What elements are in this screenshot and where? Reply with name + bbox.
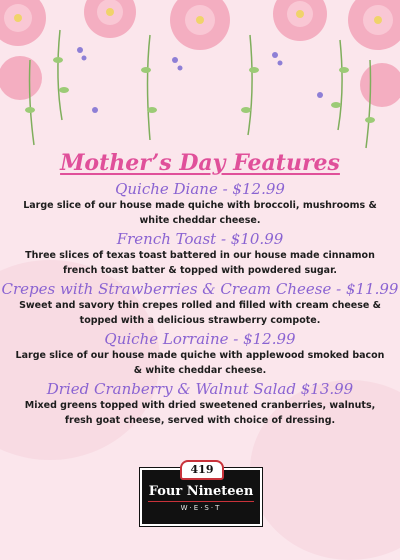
menu-item-description: Large slice of our house made quiche with applewood smoked bacon & white cheddar cheese.	[15, 350, 385, 376]
logo-name: Four Nineteen	[148, 484, 254, 499]
menu-item-name: Dried Cranberry & Walnut Salad $13.99	[46, 380, 354, 398]
menu-item-description: Three slices of texas toast battered in our house made cinnamon french toast batter & topped with powdered sugar.	[25, 250, 375, 276]
menu-item	[0, 330, 400, 378]
menu-item-name: Quiche Lorraine - $12.99	[104, 330, 296, 348]
menu-item-name: French Toast - $10.99	[116, 230, 284, 248]
menu-item-description: Sweet and savory thin crepes rolled and filled with cream cheese & topped with a delicious strawberry compote.	[19, 300, 381, 326]
page-title: Mother’s Day Features	[60, 150, 340, 176]
logo-badge: 419	[180, 460, 224, 480]
menu-item-description: Large slice of our house made quiche with broccoli, mushrooms & white cheddar cheese.	[23, 200, 377, 226]
menu-item-description: Mixed greens topped with dried sweetened cranberries, walnuts, fresh goat cheese, served with choice of dressing.	[24, 400, 376, 426]
menu-item-name: Crepes with Strawberries & Cream Cheese - $11.99	[1, 280, 399, 298]
menu-item-name: Quiche Diane - $12.99	[115, 180, 285, 198]
menu-content	[0, 150, 400, 430]
logo-subtitle: W·E·S·T	[180, 504, 222, 512]
menu-item	[0, 280, 400, 328]
logo-divider	[148, 501, 254, 502]
restaurant-logo	[140, 463, 262, 526]
floral-header-decoration	[0, 0, 400, 150]
menu-item	[0, 380, 400, 428]
menu-item	[0, 230, 400, 278]
menu-item	[0, 180, 400, 228]
